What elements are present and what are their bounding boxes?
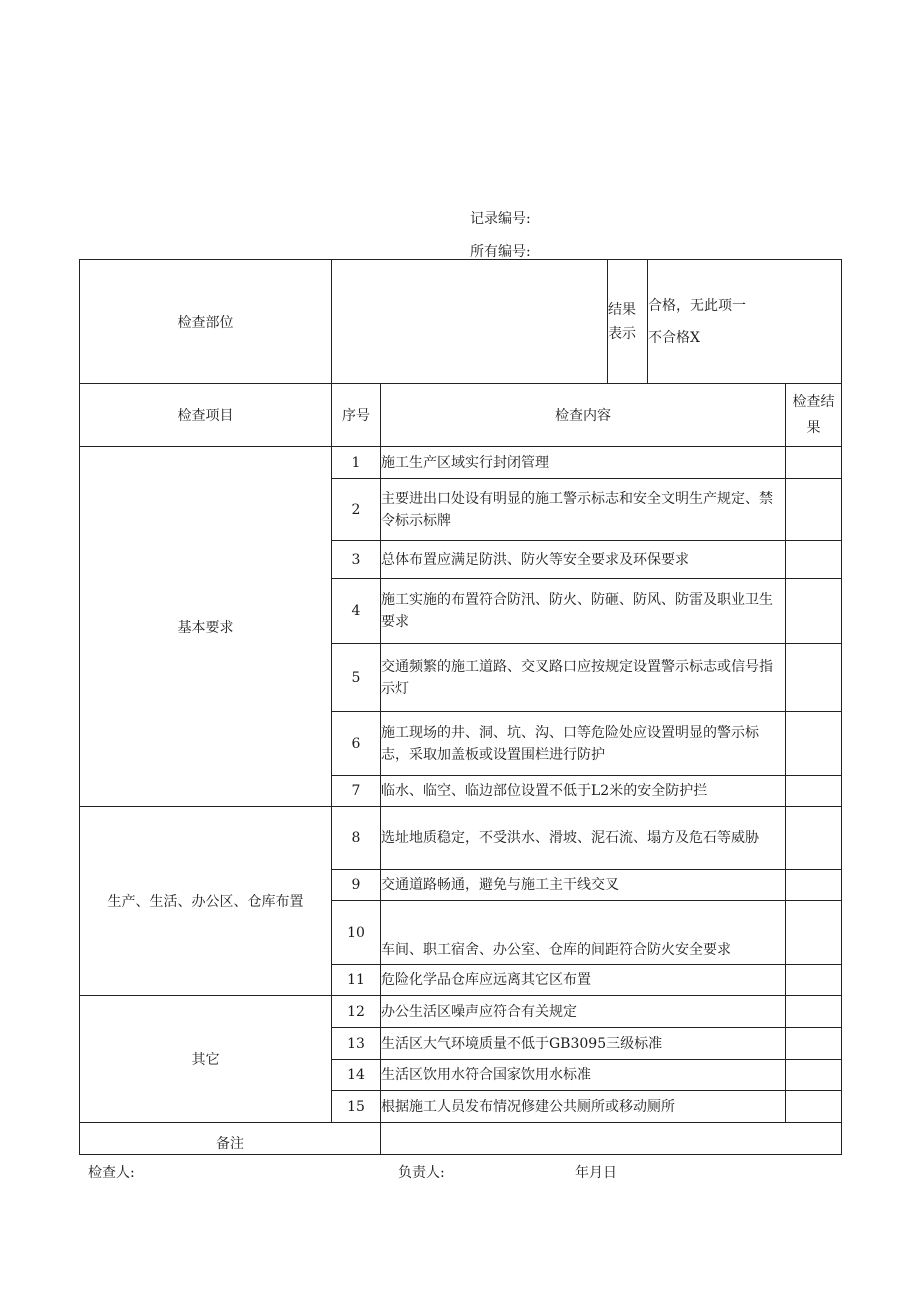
content-cell: 施工生产区域实行封闭管理 xyxy=(381,447,786,479)
result-cell[interactable] xyxy=(786,579,842,644)
result-cell[interactable] xyxy=(786,712,842,776)
content-cell: 生活区饮用水符合国家饮用水标准 xyxy=(381,1060,786,1091)
inspection-table xyxy=(79,259,842,1155)
content-cell: 车间、职工宿舍、办公室、仓库的间距符合防火安全要求 xyxy=(381,901,786,965)
owner-number-label: 所有编号: xyxy=(470,244,531,260)
result-cell[interactable] xyxy=(786,870,842,901)
result-cell[interactable] xyxy=(786,541,842,579)
content-cell: 主要进出口处设有明显的施工警示标志和安全文明生产规定、禁令标示标牌 xyxy=(381,479,786,541)
seq-cell: 2 xyxy=(332,479,381,541)
seq-cell: 13 xyxy=(332,1028,381,1060)
seq-cell: 6 xyxy=(332,712,381,776)
result-cell[interactable] xyxy=(786,965,842,996)
result-legend xyxy=(648,260,842,384)
content-cell: 施工实施的布置符合防汛、防火、防砸、防风、防雷及职业卫生要求 xyxy=(381,579,786,644)
legend-pass: 合格，无此项一 xyxy=(648,297,746,314)
column-header-seq: 序号 xyxy=(332,384,381,447)
inspector-label: 检查人: xyxy=(88,1165,135,1181)
content-cell: 临水、临空、临边部位设置不低于L2米的安全防护拦 xyxy=(381,776,786,807)
content-cell: 施工现场的井、洞、坑、沟、口等危险处应设置明显的警示标志，采取加盖板或设置围栏进行防护 xyxy=(381,712,786,776)
content-cell: 总体布置应满足防洪、防火等安全要求及环保要求 xyxy=(381,541,786,579)
result-cell[interactable] xyxy=(786,1028,842,1060)
seq-cell: 8 xyxy=(332,807,381,870)
content-cell: 交通道路畅通，避免与施工主干线交叉 xyxy=(381,870,786,901)
result-cell[interactable] xyxy=(786,807,842,870)
result-cell[interactable] xyxy=(786,776,842,807)
result-notation-label: 结果表示 xyxy=(608,260,648,384)
seq-cell: 1 xyxy=(332,447,381,479)
content-cell: 交通频繁的施工道路、交叉路口应按规定设置警示标志或信号指示灯 xyxy=(381,644,786,712)
column-header-item: 检查项目 xyxy=(80,384,332,447)
seq-cell: 7 xyxy=(332,776,381,807)
date-label: 年月日 xyxy=(575,1165,617,1181)
inspection-location-label: 检查部位 xyxy=(80,260,332,384)
group-label-layout: 生产、生活、办公区、仓库布置 xyxy=(80,807,332,996)
legend-fail: 不合格X xyxy=(648,329,700,346)
content-cell: 办公生活区噪声应符合有关规定 xyxy=(381,996,786,1028)
content-cell: 生活区大气环境质量不低于GB3095三级标准 xyxy=(381,1028,786,1060)
group-label-other: 其它 xyxy=(80,996,332,1123)
remarks-field[interactable] xyxy=(381,1123,842,1155)
result-cell[interactable] xyxy=(786,1091,842,1123)
seq-cell: 4 xyxy=(332,579,381,644)
responsible-label: 负责人: xyxy=(398,1165,445,1181)
seq-cell: 9 xyxy=(332,870,381,901)
content-cell: 根据施工人员发布情况修建公共厕所或移动厕所 xyxy=(381,1091,786,1123)
column-header-result: 检查结果 xyxy=(786,384,842,447)
seq-cell: 12 xyxy=(332,996,381,1028)
result-cell[interactable] xyxy=(786,479,842,541)
seq-cell: 3 xyxy=(332,541,381,579)
content-cell: 选址地质稳定，不受洪水、滑坡、泥石流、塌方及危石等威胁 xyxy=(381,807,786,870)
seq-cell: 11 xyxy=(332,965,381,996)
seq-cell: 14 xyxy=(332,1060,381,1091)
column-header-content: 检查内容 xyxy=(381,384,786,447)
result-cell[interactable] xyxy=(786,996,842,1028)
group-label-basic: 基本要求 xyxy=(80,447,332,807)
result-cell[interactable] xyxy=(786,644,842,712)
seq-cell: 5 xyxy=(332,644,381,712)
remarks-label: 备注 xyxy=(80,1123,381,1155)
content-cell: 危险化学品仓库应远离其它区布置 xyxy=(381,965,786,996)
result-cell[interactable] xyxy=(786,901,842,965)
inspection-location-field[interactable] xyxy=(332,260,608,384)
seq-cell: 10 xyxy=(332,901,381,965)
seq-cell: 15 xyxy=(332,1091,381,1123)
record-number-label: 记录编号: xyxy=(470,211,531,227)
result-cell[interactable] xyxy=(786,447,842,479)
result-cell[interactable] xyxy=(786,1060,842,1091)
